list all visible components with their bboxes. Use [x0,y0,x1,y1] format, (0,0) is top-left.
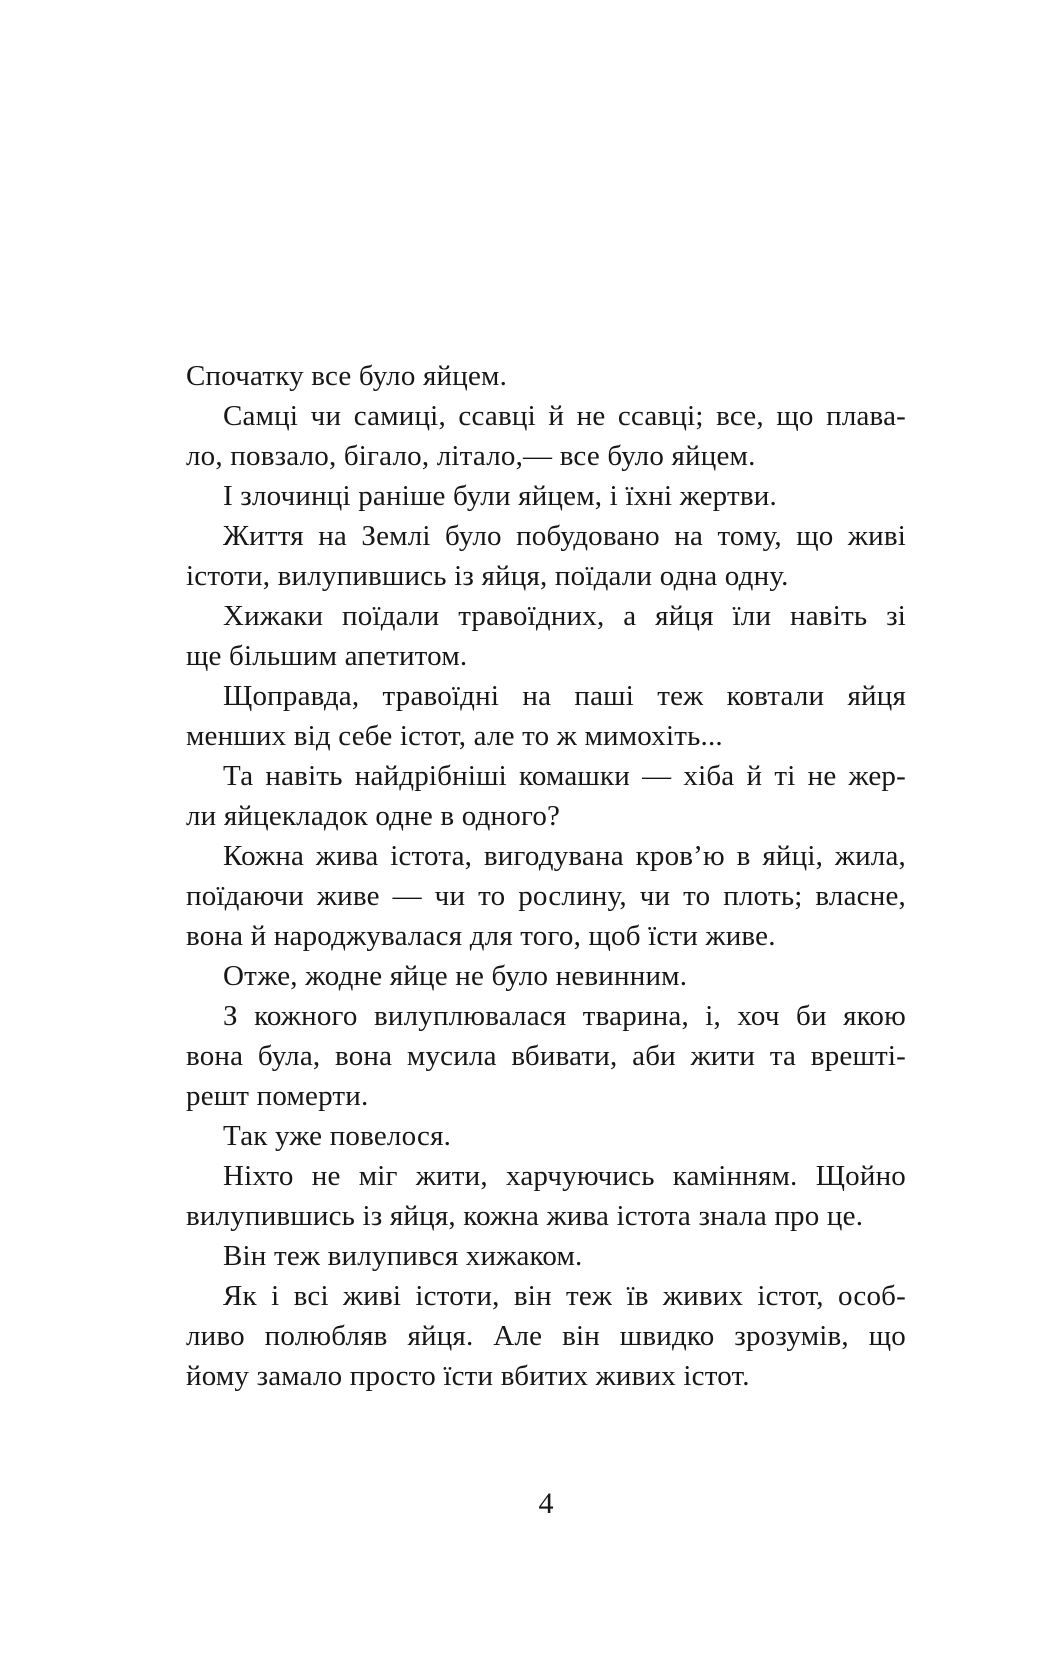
paragraph [186,996,906,1116]
text-line: менших від себе істот, але то ж мимохіть... [186,720,723,752]
text-line: Життя на Землі було побудовано на тому, що живі [223,520,906,552]
text-block [186,356,906,1396]
text-line: Та навіть найдрібніші комашки — хіба й ті не жер- [223,760,906,792]
page-number: 4 [538,1487,554,1520]
paragraph [186,1276,906,1396]
text-line: йому замало просто їсти вбитих живих істот. [186,1360,750,1392]
text-line: Кожна жива істота, вигодувана кров’ю в яйці, жила, [223,840,906,872]
paragraph [186,836,906,956]
text-line: З кожного вилуплювалася тварина, і, хоч би якою [223,1000,906,1032]
paragraph [186,956,906,996]
text-line: Як і всі живі істоти, він теж їв живих істот, особ- [223,1280,906,1312]
text-line: Спочатку все було яйцем. [186,360,508,392]
paragraph [186,676,906,756]
paragraph [186,756,906,836]
text-line: вона була, вона мусила вбивати, аби жити та врешті- [186,1040,906,1072]
text-line: Він теж вилупився хижаком. [223,1240,583,1272]
text-line: ливо полюбляв яйця. Але він швидко зрозумів, що [186,1320,906,1352]
text-line: поїдаючи живе — чи то рослину, чи то плоть; власне, [186,880,906,912]
text-line: Самці чи самиці, ссавці й не ссавці; все, що плава- [223,400,906,432]
text-line: Отже, жодне яйце не було невинним. [223,960,688,992]
text-line: вилупившись із яйця, кожна жива істота знала про це. [186,1200,864,1232]
paragraph [186,356,906,396]
paragraph [186,476,906,516]
paragraph [186,516,906,596]
paragraph [186,1156,906,1236]
paragraph [186,596,906,676]
paragraph [186,1116,906,1156]
text-line: Щоправда, травоїдні на паші теж ковтали яйця [223,680,906,712]
text-line: ло, повзало, бігало, літало,— все було яйцем. [186,440,756,472]
text-line: Хижаки поїдали травоїдних, а яйця їли навіть зі [223,600,906,632]
text-line: вона й народжувалася для того, щоб їсти живе. [186,920,776,952]
text-line: І злочинці раніше були яйцем, і їхні жертви. [223,480,777,512]
text-line: Ніхто не міг жити, харчуючись камінням. Щойно [223,1160,906,1192]
paragraph [186,396,906,476]
text-line: решт померти. [186,1080,369,1112]
text-line: істоти, вилупившись із яйця, поїдали одна одну. [186,560,789,592]
text-line: ще більшим апетитом. [186,640,468,672]
text-line: ли яйцекладок одне в одного? [186,800,561,832]
text-line: Так уже повелося. [223,1120,452,1152]
paragraph [186,1236,906,1276]
